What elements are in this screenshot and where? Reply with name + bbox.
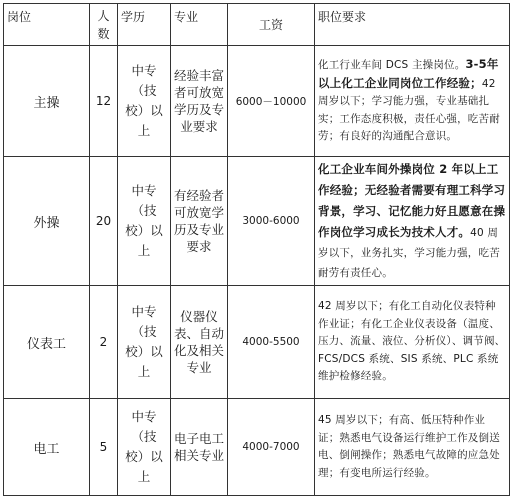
education-line: 校）以 bbox=[125, 344, 163, 359]
education-line: 中专 bbox=[131, 409, 157, 424]
requirements-text: 42 周岁以下；学习能力强，专业基础扎实；工作态度积极，责任心强，吃苦耐劳；有良好的沟通配合意识。 bbox=[318, 77, 500, 143]
header-major: 专业 bbox=[171, 4, 228, 46]
education-line: 校）以 bbox=[125, 103, 163, 118]
count-cell: 20 bbox=[90, 157, 118, 286]
education-line: 中专 bbox=[131, 63, 157, 78]
table-row bbox=[4, 46, 510, 157]
requirements-cell bbox=[315, 46, 510, 157]
position-cell: 外操 bbox=[4, 157, 90, 286]
table-row bbox=[4, 399, 510, 496]
header-position: 岗位 bbox=[4, 4, 90, 46]
count-cell: 2 bbox=[90, 286, 118, 399]
header-salary: 工资 bbox=[228, 4, 315, 46]
position-cell: 主操 bbox=[4, 46, 90, 157]
requirements-emphasis: 3-5年以上化工企业同岗位工作经验； bbox=[318, 57, 499, 90]
education-cell bbox=[118, 286, 171, 399]
requirements-text: 40 周岁以下，业务扎实，学习能力强，吃苦耐劳有责任心。 bbox=[318, 227, 500, 279]
count-cell: 12 bbox=[90, 46, 118, 157]
education-line: 上 bbox=[137, 364, 151, 379]
education-line: 上 bbox=[137, 243, 151, 258]
education-line: 中专 bbox=[131, 304, 157, 319]
requirements-text: 化工行业车间 DCS 主操岗位。 bbox=[318, 59, 466, 72]
education-cell bbox=[118, 46, 171, 157]
major-cell: 电子电工相关专业 bbox=[171, 399, 228, 496]
requirements-cell bbox=[315, 157, 510, 286]
education-line: （技 bbox=[131, 83, 157, 98]
salary-cell: 3000-6000 bbox=[228, 157, 315, 286]
salary-cell: 4000-5500 bbox=[228, 286, 315, 399]
table-row bbox=[4, 286, 510, 399]
education-line: 上 bbox=[137, 123, 151, 138]
education-line: 上 bbox=[137, 469, 151, 484]
requirements-cell: 45 周岁以下；有高、低压特种作业证；熟悉电气设备运行维护工作及倒送电、倒闸操作；熟悉电气故障的应急处理；有变电所运行经验。 bbox=[315, 399, 510, 496]
job-requirements-table bbox=[3, 3, 510, 496]
education-line: （技 bbox=[131, 203, 157, 218]
education-cell bbox=[118, 399, 171, 496]
education-line: 中专 bbox=[131, 183, 157, 198]
requirements-cell: 42 周岁以下；有化工自动化仪表特种作业证；有化工企业仪表设备（温度、压力、流量、液位、分析仪）、调节阀、FCS/DCS 系统、SIS 系统、PLC 系统维护检修经验。 bbox=[315, 286, 510, 399]
major-cell: 有经验者可放宽学历及专业要求 bbox=[171, 157, 228, 286]
salary-cell: 6000－10000 bbox=[228, 46, 315, 157]
education-line: （技 bbox=[131, 429, 157, 444]
position-cell: 仪表工 bbox=[4, 286, 90, 399]
header-requirements: 职位要求 bbox=[315, 4, 510, 46]
header-row bbox=[4, 4, 510, 46]
position-cell: 电工 bbox=[4, 399, 90, 496]
header-count: 人数 bbox=[90, 4, 118, 46]
header-education: 学历 bbox=[118, 4, 171, 46]
education-line: （技 bbox=[131, 324, 157, 339]
education-line: 校）以 bbox=[125, 223, 163, 238]
table-row bbox=[4, 157, 510, 286]
major-cell: 仪器仪表、自动化及相关专业 bbox=[171, 286, 228, 399]
education-line: 校）以 bbox=[125, 449, 163, 464]
requirements-emphasis: 化工企业车间外操岗位 2 年以上工作经验；无经验者需要有理工科学习背景，学习、记忆能力好且愿意在操作岗位学习成长为技术人才。 bbox=[318, 162, 506, 239]
salary-cell: 4000-7000 bbox=[228, 399, 315, 496]
major-cell: 经验丰富者可放宽学历及专业要求 bbox=[171, 46, 228, 157]
count-cell: 5 bbox=[90, 399, 118, 496]
education-cell bbox=[118, 157, 171, 286]
